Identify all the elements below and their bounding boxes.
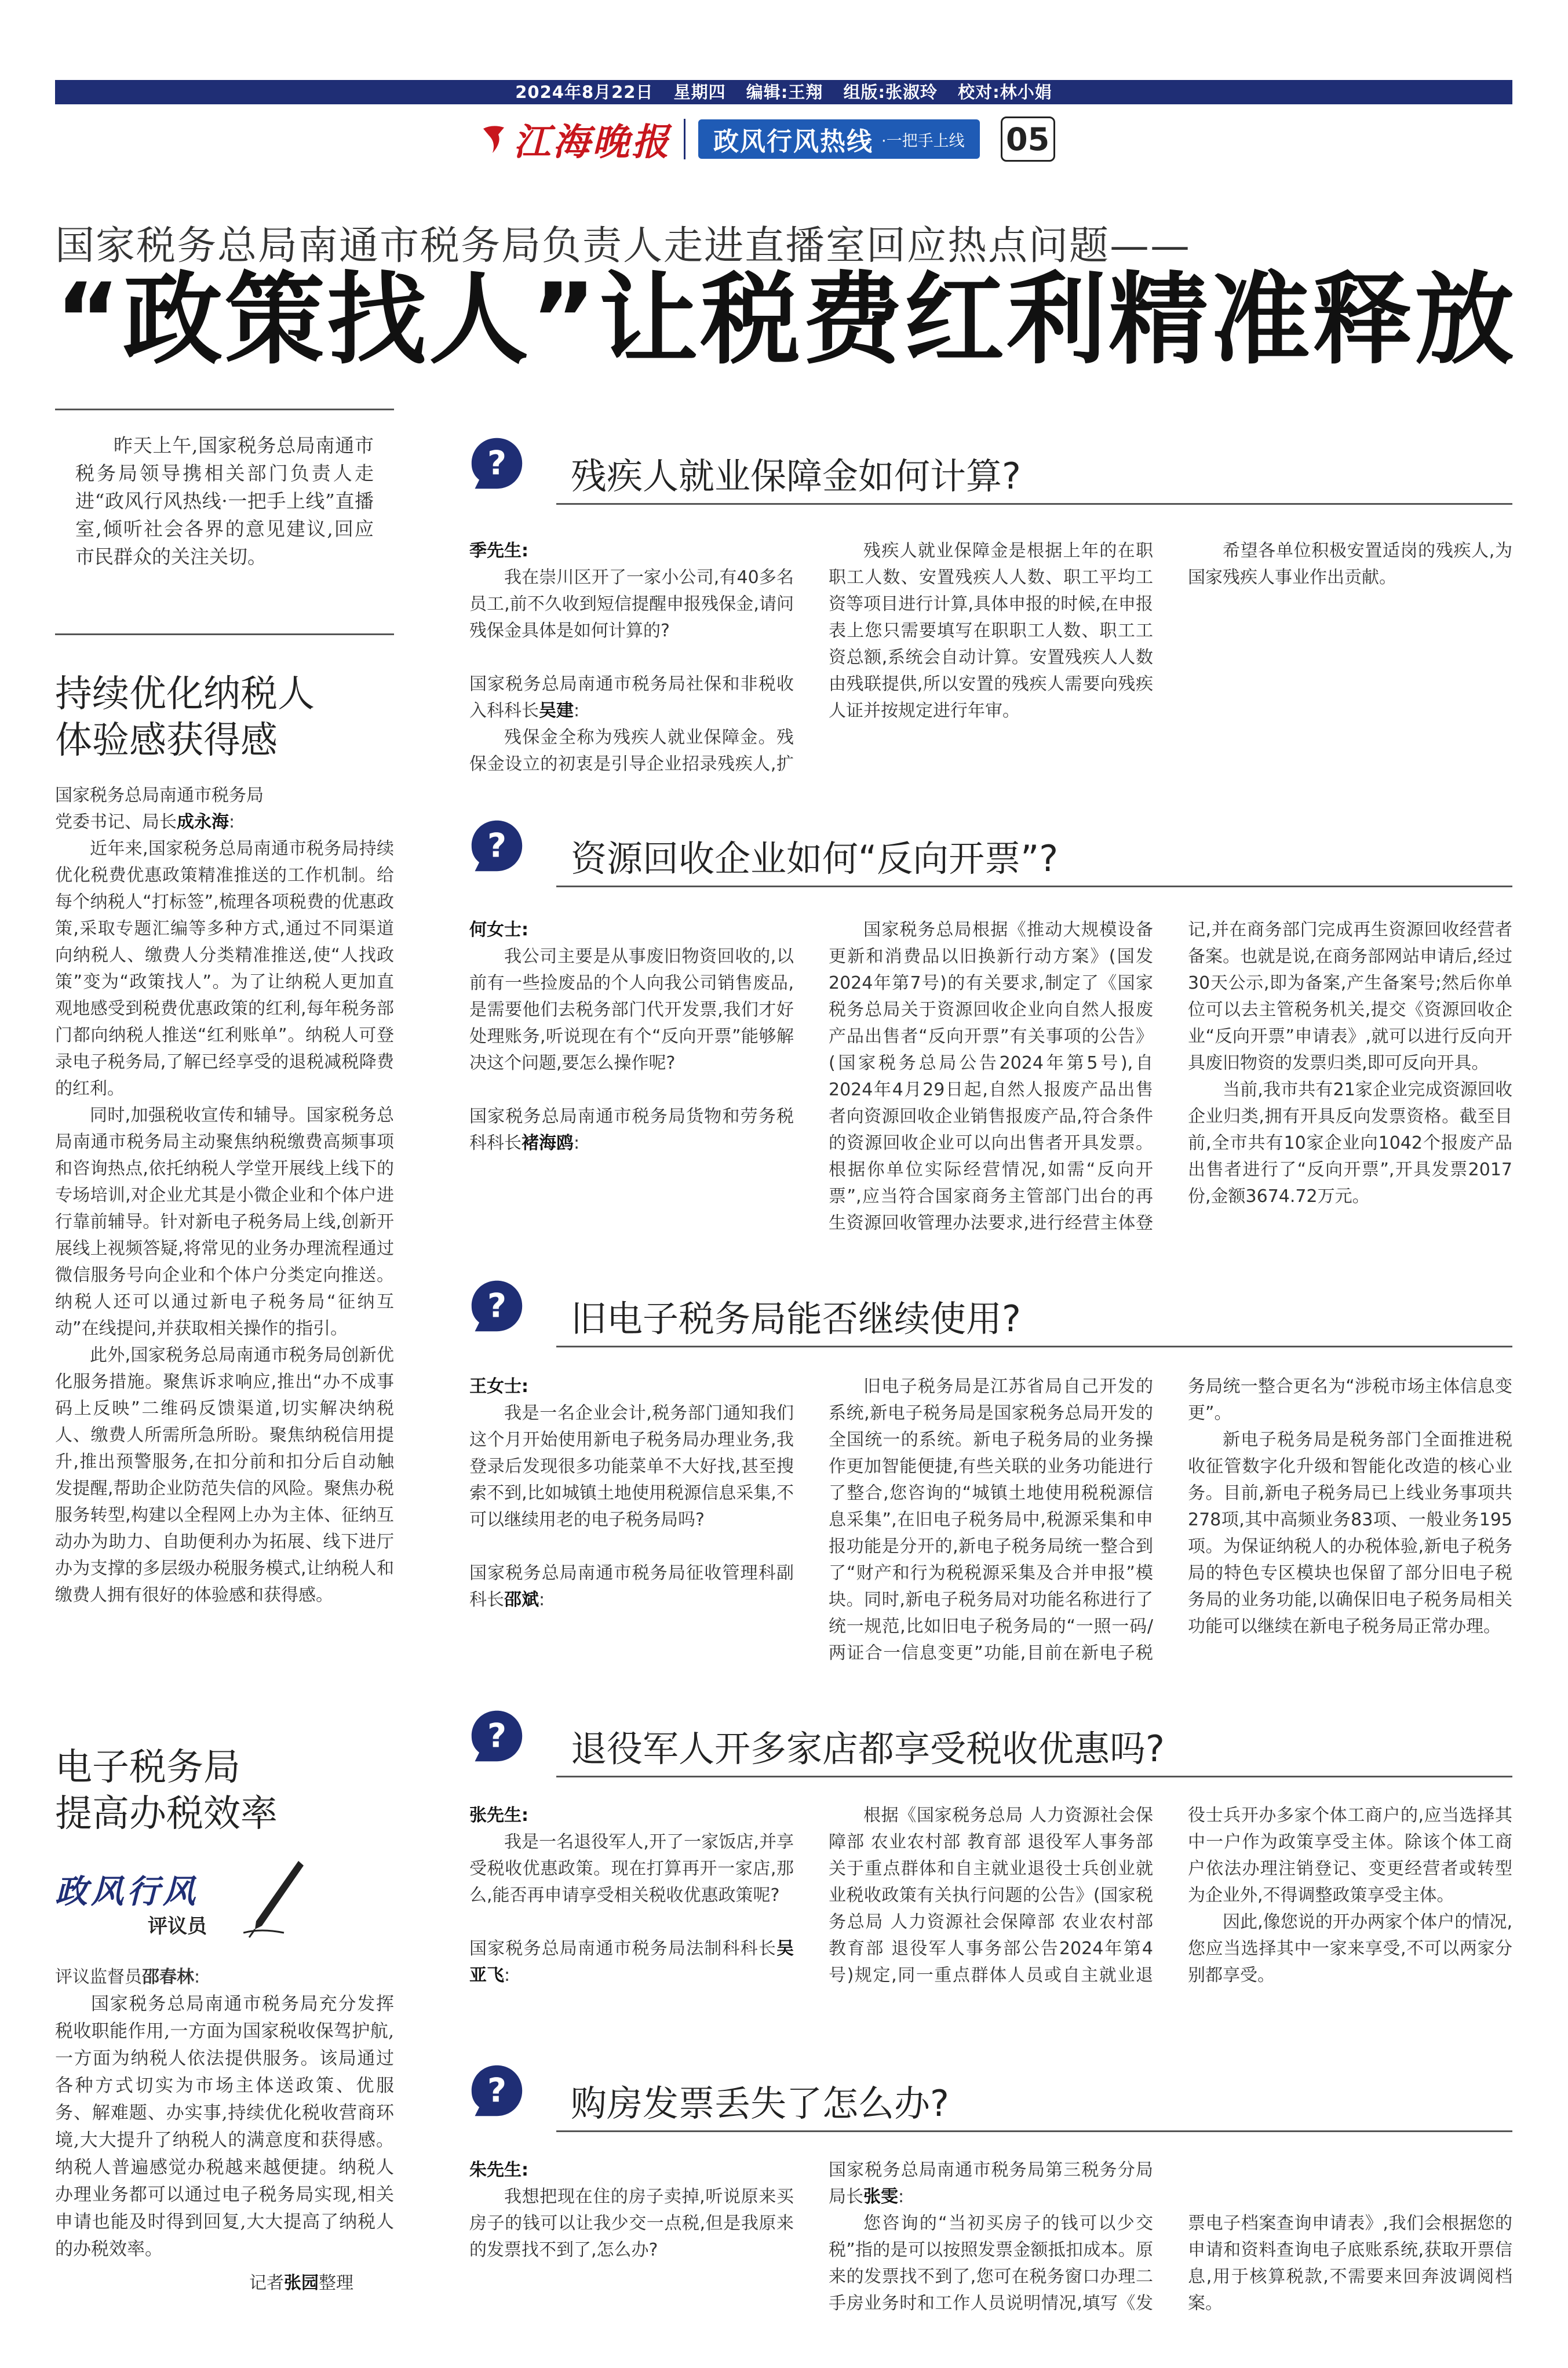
qa5-asker: 朱先生: bbox=[469, 2160, 528, 2180]
section1-byline-org: 国家税务总局南通市税务局 bbox=[55, 785, 264, 806]
qa5-org: 国家税务总局南通市税务局第三税务分局局长 bbox=[829, 2160, 1153, 2207]
question-icon bbox=[469, 818, 524, 876]
masthead-bar bbox=[55, 80, 1512, 104]
section1-byline-name: 成永海 bbox=[177, 812, 229, 832]
headline-main: “政策找人”让税费红利精准释放 bbox=[55, 261, 1517, 378]
qa3-answer-2: 新电子税务局是税务部门全面推进税收征管数字化升级和智能化改造的核心业务。目前,新电子税务局已上线业务事项共278项,其中高频业务83项、一般业务195项。为保证纳税人的办税体验,新电子税务局的特色专区模块也保留了部分旧电子税务局的业务功能,以确保旧电子税务局相关功能可以继续在新电子税务局正常办理。 bbox=[1188, 1430, 1512, 1637]
credit-name: 张园 bbox=[284, 2273, 319, 2293]
qa2-col1 bbox=[469, 917, 794, 1157]
logo-divider bbox=[684, 119, 685, 159]
qa1-answer-2: 残疾人就业保障金是根据上年的在职职工人数、安置残疾人人数、职工平均工资等项目进行计算,具体申报的时候,在申报表上您只需要填写在职职工人数、职工工资总额,系统会自动计算。安置残疾人人数由残联提供,所以安置的残疾人需要向残疾人证并按规定进行年审。 bbox=[829, 541, 1153, 721]
qa4-col1 bbox=[469, 1802, 794, 1989]
question-icon bbox=[469, 1278, 524, 1336]
question-icon bbox=[469, 436, 524, 493]
masthead-editor: 编辑:王翔 bbox=[746, 82, 823, 102]
section1-title-line2: 体验感获得感 bbox=[55, 719, 278, 762]
qa5-rule bbox=[556, 2130, 1512, 2132]
section1-body bbox=[55, 782, 394, 1609]
qa5-question: 购房发票丢失了怎么办? bbox=[571, 2082, 949, 2125]
qa1-answerer-line: 国家税务总局南通市税务局社保和非税收入科科长吴建: bbox=[469, 674, 794, 721]
qa1-answerer: 吴建 bbox=[539, 701, 574, 721]
qa3-asker: 王女士: bbox=[469, 1376, 528, 1397]
page-number: 05 bbox=[1001, 116, 1055, 162]
qa4-answer-1: 根据《国家税务总局 人力资源社会保障部 农业农村部 教育部 退役军人事务部关于重点群体和自主就业退役士兵创业就业税收政策有关执行问题的公告》(国家税务总局 人力资源社会保障部 农业农村部 教育部 退役军人事务部公告2024年第4号)规定,同一重点群体人员或自主就业退役士兵开办多家个体工商户的,应当选择其中一户作为政策享受主体。除该个体工商户依法办理注销登记、变更经营者或转型为企业外,不得调整政策享受主体。 bbox=[829, 1805, 1512, 1986]
qa4-org: 国家税务总局南通市税务局法制科科长 bbox=[469, 1939, 776, 1959]
qa3-answerer: 邵斌 bbox=[504, 1590, 539, 1610]
qa2-answerer-line: 国家税务总局南通市税务局货物和劳务税科科长褚海鸥: bbox=[469, 1106, 794, 1153]
credit-suffix: 整理 bbox=[319, 2273, 353, 2293]
qa4-question: 退役军人开多家店都享受税收优惠吗? bbox=[571, 1728, 1165, 1770]
qa1-asker: 季先生: bbox=[469, 541, 528, 561]
qa5-ask: 我想把现在住的房子卖掉,听说原来买房子的钱可以让我少交一点税,但是我原来的发票找不到了,怎么办? bbox=[469, 2187, 794, 2260]
paper-name: 江海晚报 bbox=[513, 121, 671, 164]
section1-byline-role: 党委书记、局长 bbox=[55, 812, 177, 832]
qa2-org: 国家税务总局南通市税务局货物和劳务税科科长 bbox=[469, 1106, 794, 1153]
qa4-answer-2: 因此,像您说的开办两家个体户的情况,您应当选择其中一家来享受,不可以两家分别都享受。 bbox=[1188, 1912, 1512, 1986]
qa4-rule bbox=[556, 1776, 1512, 1777]
qa2-answer-cols bbox=[829, 917, 1512, 1241]
qa5-col1 bbox=[469, 2157, 794, 2264]
qa1-col2 bbox=[829, 538, 1153, 724]
qa3-question: 旧电子税务局能否继续使用? bbox=[571, 1298, 1021, 1340]
section2-title bbox=[55, 1744, 394, 1837]
qa2-asker: 何女士: bbox=[469, 920, 528, 940]
svg-text:?: ? bbox=[487, 1717, 507, 1755]
masthead-logo-row bbox=[481, 110, 1055, 168]
qa5-answer-cols bbox=[829, 2210, 1512, 2349]
commentary-body bbox=[55, 1963, 394, 2263]
qa2-answerer: 褚海鸥 bbox=[522, 1133, 574, 1153]
qa3-org: 国家税务总局南通市税务局征收管理科副科长 bbox=[469, 1563, 794, 1610]
svg-text:?: ? bbox=[487, 2071, 507, 2110]
qa4-ask: 我是一名退役军人,开了一家饭店,并享受税收优惠政策。现在打算再开一家店,那么,能否再申请享受相关税收优惠政策呢? bbox=[469, 1832, 794, 1906]
paper-logo-icon bbox=[481, 123, 508, 155]
qa3-answerer-line: 国家税务总局南通市税务局征收管理科副科长邵斌: bbox=[469, 1563, 794, 1610]
question-icon bbox=[469, 2063, 524, 2121]
section1-paragraph-2: 同时,加强税收宣传和辅导。国家税务总局南通市税务局主动聚焦纳税缴费高频事项和咨询热点,依托纳税人学堂开展线上线下的专场培训,对企业尤其是小微企业和个体户进行靠前辅导。针对新电子税务局上线,创新开展线上视频答疑,将常见的业务办理流程通过微信服务号向企业和个体户分类定向推送。纳税人还可以通过新电子税务局“征纳互动”在线提问,并获取相关操作的指引。 bbox=[55, 1105, 394, 1339]
svg-text:?: ? bbox=[487, 444, 507, 483]
pen-icon bbox=[243, 1857, 307, 1941]
credit-prefix: 记者 bbox=[249, 2273, 284, 2293]
section1-byline: 党委书记、局长成永海: bbox=[55, 812, 235, 832]
qa5-answer-area bbox=[829, 2157, 1512, 2210]
commentary-byline-name: 邵春林 bbox=[142, 1967, 194, 1987]
qa3-ask: 我是一名企业会计,税务部门通知我们这个月开始使用新电子税务局办理业务,我登录后发现很多功能菜单不大好找,甚至搜索不到,比如城镇土地使用税源信息采集,不可以继续用老的电子税务局吗? bbox=[469, 1403, 794, 1530]
qa2-rule bbox=[556, 886, 1512, 887]
qa2-answer-1: 国家税务总局根据《推动大规模设备更新和消费品以旧换新行动方案》(国发2024年第7号)的有关要求,制定了《国家税务总局关于资源回收企业向自然人报废产品出售者“反向开票”有关事项的公告》(国家税务总局公告2024年第5号),自2024年4月29日起,自然人报废产品出售者向资源回收企业销售报废产品,符合条件的资源回收企业可以向出售者开具发票。根据你单位实际经营情况,如需“反向开票”,应当符合国家商务主管部门出台的再生资源回收管理办法要求,进行经营主体登记,并在商务部门完成再生资源回收经营者备案。也就是说,在商务部网站申请后,经过30天公示,即为备案,产生备案号;然后你单位可以去主管税务机关,提交《资源回收企业“反向开票”申请表》,就可以进行反向开具废旧物资的发票归类,即可反向开具。 bbox=[829, 920, 1512, 1233]
qa1-answer-3: 希望各单位积极安置适岗的残疾人,为国家残疾人事业作出贡献。 bbox=[1188, 541, 1512, 588]
section1-paragraph-3: 此外,国家税务总局南通市税务局创新优化服务措施。聚焦诉求响应,推出“办不成事码上反映”二维码反馈渠道,切实解决纳税人、缴费人所需所急所盼。聚焦纳税信用提升,推出预警服务,在扣分前和扣分后自动触发提醒,帮助企业防范失信的风险。聚焦办税服务转型,构建以全程网上办为主体、征纳互动办为助力、自助便利办为拓展、线下进厅办为支撑的多层级办税服务模式,让纳税人和缴费人拥有很好的体验感和获得感。 bbox=[55, 1345, 394, 1605]
qa3-answer-cols bbox=[829, 1374, 1512, 1675]
column-name: 政风行风热线 bbox=[713, 127, 873, 156]
commentary-byline: 评议监督员邵春林: bbox=[55, 1967, 200, 1987]
qa3-answer-1: 旧电子税务局是江苏省局自己开发的系统,新电子税务局是国家税务总局开发的全国统一的系统。新电子税务局的业务操作更加智能便捷,有些关联的业务功能进行了整合,您咨询的“城镇土地使用税税源信息采集”,在旧电子税务局中,税源采集和申报功能是分开的,新电子税务局统一整合到了“财产和行为税税源采集及合并申报”模块。同时,新电子税务局对功能名称进行了统一规范,比如旧电子税务局的“一照一码/两证合一信息变更”功能,目前在新电子税务局统一整合更名为“涉税市场主体信息变更”。 bbox=[829, 1376, 1512, 1663]
qa1-rule bbox=[556, 503, 1512, 505]
qa5-answerer-line: 国家税务总局南通市税务局第三税务分局局长张雯: bbox=[829, 2160, 1153, 2207]
qa5-answer-1: 您咨询的“当初买房子的钱可以少交税”指的是可以按照发票金额抵扣成本。原来的发票找不到了,您可在税务窗口办理二手房业务时和工作人员说明情况,填写《发票电子档案查询申请表》,我们会根据您的申请和资料查询电子底账系统,获取开票信息,用于核算税款,不需要来回奔波调阅档案。 bbox=[829, 2213, 1512, 2314]
column-subname: ·一把手上线 bbox=[881, 132, 965, 150]
reporter-credit bbox=[249, 2268, 353, 2294]
commentary-byline-role: 评议监督员 bbox=[55, 1967, 142, 1987]
qa2-question: 资源回收企业如何“反向开票”? bbox=[571, 837, 1059, 880]
section1-title bbox=[55, 671, 394, 764]
qa5-answerer: 张雯 bbox=[863, 2187, 898, 2207]
qa3-col1 bbox=[469, 1374, 794, 1613]
lead-paragraph: 昨天上午,国家税务总局南通市税务局领导携相关部门负责人走进“政风行风热线·一把手上线”直播室,倾听社会各界的意见建议,回应市民群众的关注关切。 bbox=[75, 434, 374, 568]
qa2-ask: 我公司主要是从事废旧物资回收的,以前有一些捡废品的个人向我公司销售废品,是需要他们去税务部门代开发票,我们才好处理账务,听说现在有个“反向开票”能够解决这个问题,要怎么操作呢? bbox=[469, 946, 794, 1073]
qa4-answerer: 吴亚飞 bbox=[469, 1939, 794, 1986]
qa4-answer-cols bbox=[829, 1802, 1512, 2034]
headline-kicker: 国家税务总局南通市税务局负责人走进直播室回应热点问题—— bbox=[55, 223, 1191, 269]
section2-title-line1: 电子税务局 bbox=[55, 1746, 240, 1789]
section1-paragraph-1: 近年来,国家税务总局南通市税务局持续优化税费优惠政策精准推送的工作机制。给每个纳税人“打标签”,梳理各项税费的优惠政策,采取专题汇编等多种方式,通过不同渠道向纳税人、缴费人分类精准推送,使“人找政策”变为“政策找人”。为了让纳税人更加直观地感受到税费优惠政策的红利,每年税务部门都向纳税人推送“红利账单”。纳税人可登录电子税务局,了解已经享受的退税减税降费的红利。 bbox=[55, 839, 394, 1099]
qa1-ask: 我在崇川区开了一家小公司,有40多名员工,前不久收到短信提醒申报残保金,请问残保金具体是如何计算的? bbox=[469, 567, 794, 641]
masthead-layout: 组版:张淑玲 bbox=[843, 82, 938, 102]
commentary-badge-subtitle: 评议员 bbox=[148, 1915, 207, 1938]
masthead-proof: 校对:林小娟 bbox=[958, 82, 1052, 102]
qa2-answer-2: 当前,我市共有21家企业完成资源回收企业归类,拥有开具反向发票资格。截至目前,全市共有10家企业向1042个报废产品出售者进行了“反向开票”,开具发票2017份,金额3674.72万元。 bbox=[1188, 1080, 1512, 1207]
qa1-col3 bbox=[1188, 538, 1512, 591]
svg-text:?: ? bbox=[487, 826, 507, 865]
qa4-answerer-line: 国家税务总局南通市税务局法制科科长吴亚飞: bbox=[469, 1939, 794, 1986]
question-icon bbox=[469, 1708, 524, 1766]
masthead-weekday: 星期四 bbox=[673, 82, 726, 102]
qa1-org: 国家税务总局南通市税务局社保和非税收入科科长 bbox=[469, 674, 794, 721]
qa3-rule bbox=[556, 1346, 1512, 1347]
qa1-answer-start bbox=[469, 724, 794, 778]
section2-title-line2: 提高办税效率 bbox=[55, 1793, 278, 1835]
section1-title-line1: 持续优化纳税人 bbox=[55, 673, 315, 716]
commentary-text: 国家税务总局南通市税务局充分发挥税收职能作用,一方面为国家税收保驾护航,一方面为纳税人依法提供服务。该局通过各种方式切实为市场主体送政策、优服务、解难题、办实事,持续优化税收营商环境,大大提升了纳税人的满意度和获得感。纳税人普遍感觉办税越来越便捷。纳税人办理业务都可以通过电子税务局实现,相关申请也能及时得到回复,大大提高了纳税人的办税效率。 bbox=[55, 1994, 394, 2260]
svg-text:?: ? bbox=[487, 1287, 507, 1325]
qa4-asker: 张先生: bbox=[469, 1805, 528, 1826]
qa1-col1 bbox=[469, 538, 794, 724]
qa1-question: 残疾人就业保障金如何计算? bbox=[571, 455, 1021, 497]
commentary-badge-title: 政风行风 bbox=[55, 1872, 199, 1911]
masthead-date: 2024年8月22日 bbox=[515, 82, 654, 102]
column-badge bbox=[698, 119, 980, 159]
qa1-answer-1: 残保金全称为残疾人就业保障金。残保金设立的初衷是引导企业招录残疾人,扩 bbox=[469, 727, 794, 774]
